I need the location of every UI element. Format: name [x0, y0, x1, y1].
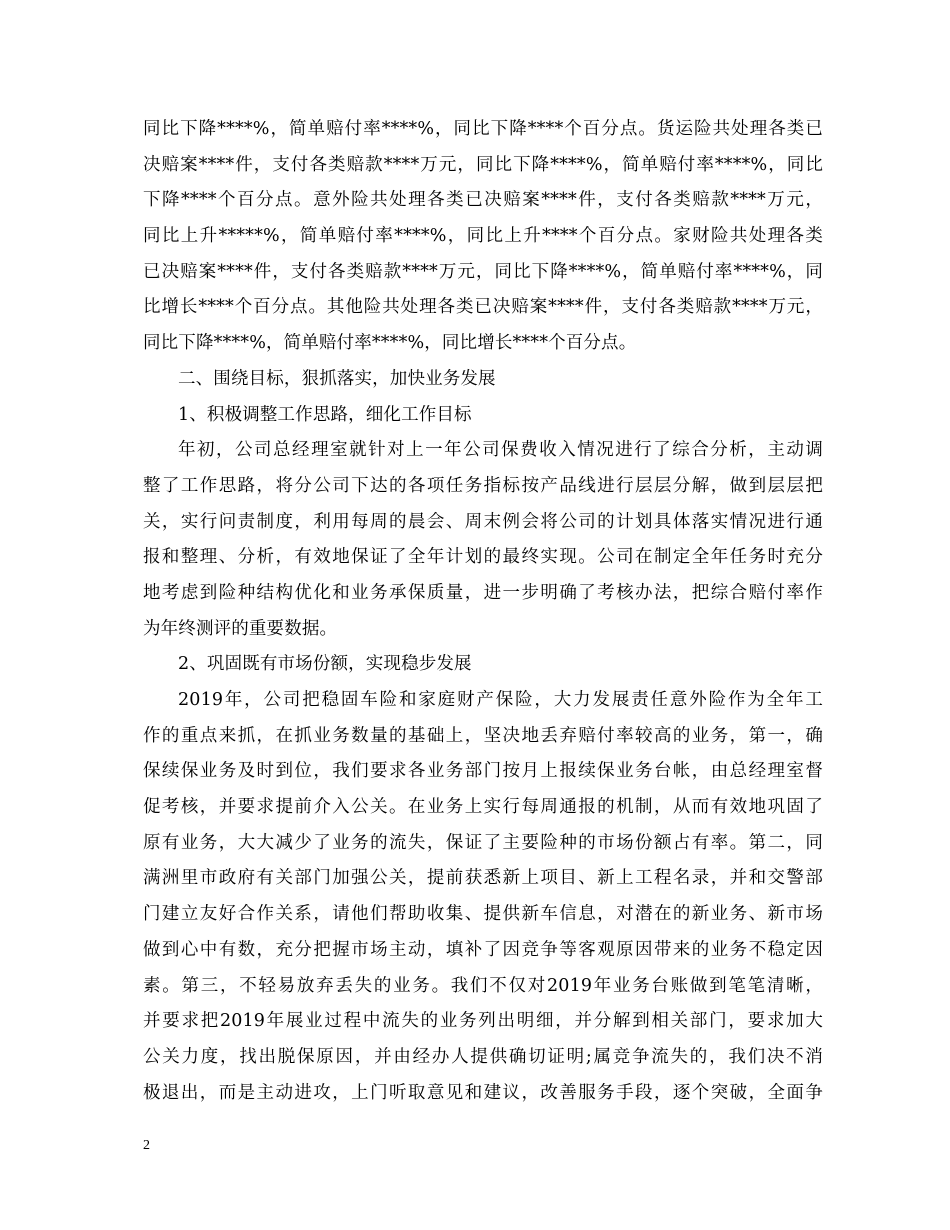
paragraph-line: 下降****个百分点。意外险共处理各类已决赔案****件，支付各类赔款****万元，: [143, 190, 823, 211]
paragraph-line: 决赔案****件，支付各类赔款****万元，同比下降****%，简单赔付率****%，同比: [143, 154, 823, 175]
paragraph-line: 同比下降****%，简单赔付率****%，同比下降****个百分点。货运险共处理各类已: [143, 119, 823, 139]
paragraph-line: 公关力度，找出脱保原因，并由经办人提供确切证明;属竞争流失的，我们决不消: [143, 1046, 823, 1067]
paragraph-line: 关，实行问责制度，利用每周的晨会、周末例会将公司的计划具体落实情况进行通: [143, 511, 823, 532]
paragraph-line: 比增长****个百分点。其他险共处理各类已决赔案****件，支付各类赔款****万元，: [143, 297, 823, 318]
subsection-heading: 1、积极调整工作思路，细化工作目标: [178, 404, 472, 425]
paragraph-line: 做到心中有数，充分把握市场主动，填补了因竞争等客观原因带来的业务不稳定因: [143, 939, 823, 960]
subsection-heading: 2、巩固既有市场份额，实现稳步发展: [178, 654, 472, 675]
paragraph-line: 同比上升*****%，简单赔付率****%，同比上升****个百分点。家财险共处理各类: [143, 226, 823, 247]
paragraph-line: 极退出，而是主动进攻，上门听取意见和建议，改善服务手段，逐个突破，全面争: [143, 1082, 823, 1103]
section-heading: 二、围绕目标，狠抓落实，加快业务发展: [178, 368, 496, 389]
paragraph-line: 素。第三，不轻易放弃丢失的业务。我们不仅对2019年业务台账做到笔笔清晰，: [143, 975, 823, 996]
paragraph-line: 原有业务，大大减少了业务的流失，保证了主要险种的市场份额占有率。第二，同: [143, 832, 823, 853]
paragraph-line: 整了工作思路，将分公司下达的各项任务指标按产品线进行层层分解，做到层层把: [143, 475, 823, 496]
paragraph-line: 保续保业务及时到位，我们要求各业务部门按月上报续保业务台帐，由总经理室督: [143, 761, 823, 782]
paragraph-line: 为年终测评的重要数据。: [143, 618, 338, 639]
paragraph-line: 作的重点来抓，在抓业务数量的基础上，坚决地丢弃赔付率较高的业务，第一，确: [143, 725, 823, 746]
paragraph-line: 满洲里市政府有关部门加强公关，提前获悉新上项目、新上工程名录，并和交警部: [143, 868, 823, 889]
paragraph-line: 2019年，公司把稳固车险和家庭财产保险，大力发展责任意外险作为全年工: [178, 690, 823, 710]
paragraph-line: 报和整理、分析，有效地保证了全年计划的最终实现。公司在制定全年任务时充分: [143, 547, 823, 568]
paragraph-line: 地考虑到险种结构优化和业务承保质量，进一步明确了考核办法，把综合赔付率作: [143, 582, 823, 603]
paragraph-line: 并要求把2019年展业过程中流失的业务列出明细，并分解到相关部门，要求加大: [143, 1011, 823, 1032]
body-text: [143, 112, 823, 1111]
paragraph-line: 门建立友好合作关系，请他们帮助收集、提供新车信息，对潜在的新业务、新市场: [143, 904, 823, 925]
page-number: 2: [143, 1138, 150, 1153]
paragraph-line: 年初，公司总经理室就针对上一年公司保费收入情况进行了综合分析，主动调: [178, 440, 823, 461]
paragraph-line: 已决赔案****件，支付各类赔款****万元，同比下降****%，简单赔付率****%，同: [143, 261, 823, 282]
paragraph-line: 同比下降****%，简单赔付率****%，同比增长****个百分点。: [143, 333, 637, 354]
paragraph-line: 促考核，并要求提前介入公关。在业务上实行每周通报的机制，从而有效地巩固了: [143, 797, 823, 818]
